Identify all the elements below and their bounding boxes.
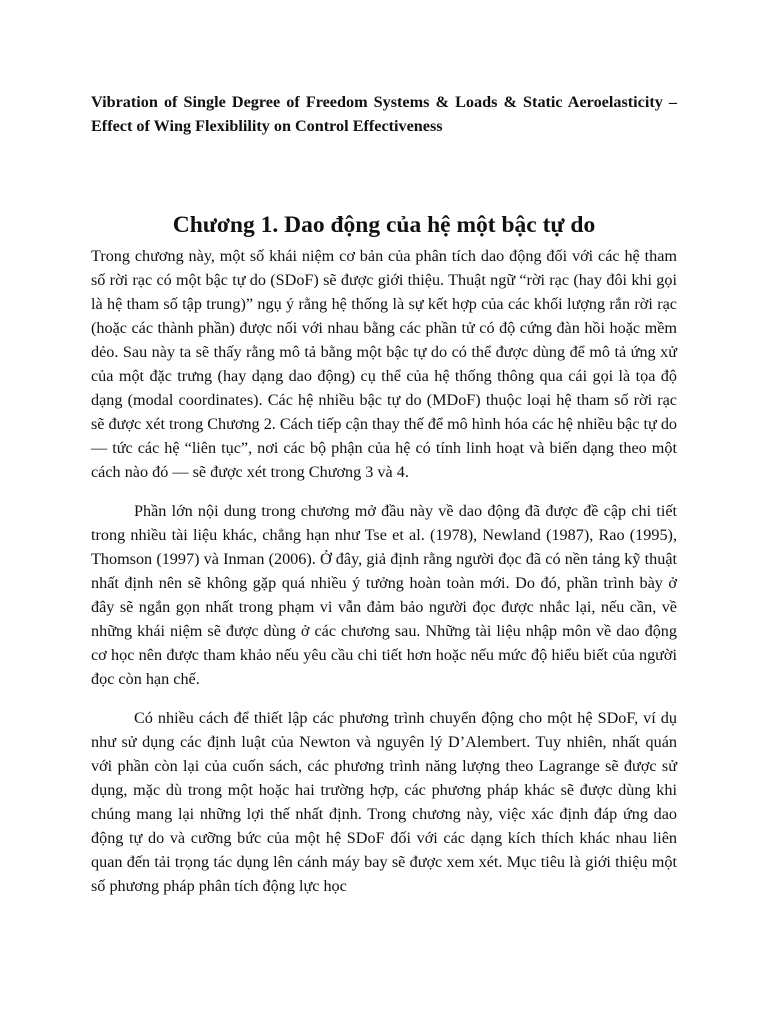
paragraph-1: Trong chương này, một số khái niệm cơ bản của phân tích dao động đối với các hệ tham số rời rạc có một bậc tự do (SDoF) sẽ được giới thiệu. Thuật ngữ “rời rạc (hay đôi khi gọi là hệ tham số tập trung)” ngụ ý rằng hệ thống là sự kết hợp của các khối lượng rắn rời rạc (hoặc các thành phần) được nối với nhau bằng các phần tử có độ cứng đàn hồi hoặc mềm dẻo. Sau này ta sẽ thấy rằng mô tả bằng một bậc tự do có thể được dùng để mô tả ứng xử của một đặc trưng (hay dạng dao động) cụ thể của hệ thống thông qua cái gọi là tọa độ dạng (modal coordinates). Các hệ nhiều bậc tự do (MDoF) thuộc loại hệ tham số rời rạc sẽ được xét trong Chương 2. Cách tiếp cận thay thế để mô hình hóa các hệ nhiều bậc tự do — tức các hệ “liên tục”, nơi các bộ phận của hệ có tính linh hoạt và biến dạng theo một cách nào đó — sẽ được xét trong Chương 3 và 4. (91, 247, 678, 481)
paragraph-2: Phần lớn nội dung trong chương mở đầu này về dao động đã được đề cập chi tiết trong nhiều tài liệu khác, chẳng hạn như Tse et al. (1978), Newland (1987), Rao (1995), Thomson (1997) và Inman (2006). Ở đây, giả định rằng người đọc đã có nền tảng kỹ thuật nhất định nên sẽ không gặp quá nhiều ý tưởng hoàn toàn mới. Do đó, phần trình bày ở đây sẽ ngắn gọn nhất trong phạm vi vẫn đảm bảo người đọc được nhắc lại, nếu cần, về những khái niệm sẽ được dùng ở các chương sau. Những tài liệu nhập môn về dao động cơ học nên được tham khảo nếu yêu cầu chi tiết hơn hoặc nếu mức độ hiểu biết của người đọc còn hạn chế. (91, 502, 677, 688)
document-page (91, 90, 677, 898)
chapter-title: Chương 1. Dao động của hệ một bậc tự do (172, 212, 596, 238)
document-header-title: Vibration of Single Degree of Freedom Systems & Loads & Static Aeroelasticity – Effect of Wing Flexiblility on Control Effectiveness (91, 93, 677, 135)
paragraph-3: Có nhiều cách để thiết lập các phương trình chuyển động cho một hệ SDoF, ví dụ như sử dụng các định luật của Newton và nguyên lý D’Alembert. Tuy nhiên, nhất quán với phần còn lại của cuốn sách, các phương trình năng lượng theo Lagrange sẽ được sử dụng, mặc dù trong một hoặc hai trường hợp, các phương pháp khác sẽ được dùng khi chúng mang lại những lợi thế nhất định. Trong chương này, việc xác định đáp ứng dao động tự do và cưỡng bức của một hệ SDoF đối với các dạng kích thích khác nhau liên quan đến tải trọng tác dụng lên cánh máy bay sẽ được xem xét. Mục tiêu là giới thiệu một số phương pháp phân tích động lực học (91, 709, 677, 895)
